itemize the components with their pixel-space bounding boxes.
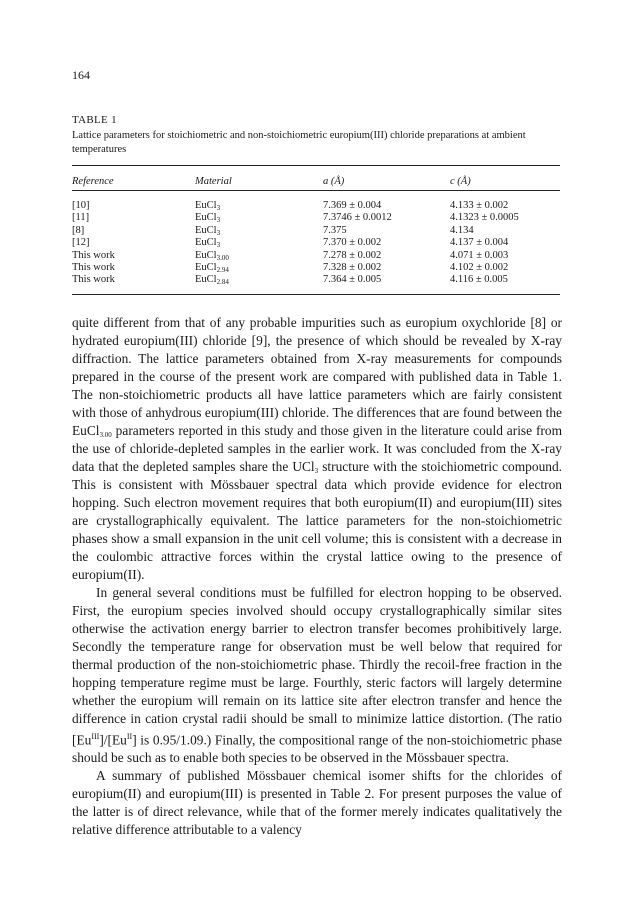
paragraph-2: In general several conditions must be fulfilled for electron hopping to be observed. First, the europium species involved should occupy crystallographically similar sites otherwise the activation energy barrier to electron transfer becomes prohibitively large. Secondly the temperature range for observation must be well below that required for thermal production of the non-stoichiometric phase. Thirdly the recoil-free fraction in the hopping temperature regime must be large. Fourthly, steric factors will largely determine whether the europium will remain on its lattice site after electron transfer and hence the difference in cation crystal radii should be small to minimize lattice distortion. (The ratio $[Eu^{III}]/[Eu^{II}]$ is 0.95/1.09.) Finally, the compositional range of the non-stoichiometric phase should be such as to enable both species to be observed in the Mössbauer spectra. — [72, 585, 562, 766]
cell-c: 4.134 — [450, 224, 474, 236]
cell-material: EuCl$_3$ — [195, 224, 221, 237]
table-top-rule — [72, 165, 560, 166]
cell-material: EuCl$_{3.00}$ — [195, 249, 229, 262]
table-header-row — [72, 168, 560, 194]
table-bottom-rule — [72, 294, 560, 295]
cell-material: EuCl$_{2.84}$ — [195, 274, 229, 287]
cell-c: 4.102 ± 0.002 — [450, 262, 509, 274]
cell-c: 4.137 ± 0.004 — [450, 237, 509, 249]
cell-reference: [10] — [72, 200, 90, 211]
cell-a: 7.3746 ± 0.0012 — [323, 212, 392, 224]
cell-material: EuCl$_3$ — [195, 200, 221, 212]
cell-reference: [8] — [72, 224, 85, 236]
paragraph-3: A summary of published Mössbauer chemical isomer shifts for the chlorides of europium(II) and europium(III) is presented in Table 2. For present purposes the value of the latter is of direct relevance, while that of the former merely indicates qualitatively the relative difference attributable to a valency — [72, 768, 562, 838]
table-label: TABLE 1 — [72, 114, 117, 126]
cell-c: 4.071 ± 0.003 — [450, 249, 509, 261]
cell-a: 7.278 ± 0.002 — [323, 249, 382, 261]
table-caption: Lattice parameters for stoichiometric and non-stoichiometric europium(III) chloride preparations at ambient temperatures — [72, 130, 526, 155]
table-row — [72, 212, 560, 224]
cell-a: 7.328 ± 0.002 — [323, 262, 382, 274]
table-row — [72, 262, 560, 274]
cell-c: 4.1323 ± 0.0005 — [450, 212, 519, 224]
cell-a: 7.370 ± 0.002 — [323, 237, 382, 249]
cell-c: 4.116 ± 0.005 — [450, 274, 508, 286]
cell-a: 7.364 ± 0.005 — [323, 274, 382, 286]
cell-reference: [11] — [72, 212, 90, 224]
table-row — [72, 274, 560, 286]
cell-reference: This work — [72, 262, 115, 274]
header-material: Material — [195, 175, 232, 187]
header-a: a (Å) — [323, 175, 345, 187]
body-text — [72, 314, 562, 839]
header-reference: Reference — [72, 175, 114, 187]
table-row — [72, 225, 560, 237]
header-c: c (Å) — [450, 175, 471, 187]
table-row — [72, 194, 560, 212]
cell-reference: This work — [72, 274, 115, 286]
cell-a: 7.375 — [323, 224, 347, 236]
lattice-parameters-table — [72, 168, 560, 287]
cell-material: EuCl$_{2.94}$ — [195, 262, 229, 275]
cell-c: 4.133 ± 0.002 — [450, 200, 509, 211]
cell-a: 7.369 ± 0.004 — [323, 200, 382, 211]
cell-reference: [12] — [72, 237, 90, 249]
cell-material: EuCl$_3$ — [195, 212, 221, 225]
table-row — [72, 250, 560, 262]
cell-reference: This work — [72, 249, 115, 261]
cell-material: EuCl$_3$ — [195, 237, 221, 250]
table-row — [72, 237, 560, 249]
page-number: 164 — [72, 68, 90, 82]
paragraph-1: quite different from that of any probable impurities such as europium oxychloride [8] or hydrated europium(III) chloride [9], the presence of which should be revealed by X-ray diffraction. The lattice parameters obtained from X-ray measurements for compounds prepared in the course of the present work are compared with published data in Table 1. The non-stoichiometric products all have lattice parameters which are fairly consistent with those of anhydrous europium(III) chloride. The differences that are found between the EuCl$_{3.00}$ parameters reported in this study and those given in the literature could arise from the use of chloride-depleted samples in the earlier work. It was concluded from the X-ray data that the depleted samples share the UCl$_3$ structure with the stoichiometric compound. This is consistent with Mössbauer spectral data which provide evidence for electron hopping. Such electron movement requires that both europium(II) and europium(III) sites are crystallographically equivalent. The lattice parameters for the non-stoichiometric phases show a small expansion in the unit cell volume; this is consistent with a decrease in the coulombic attractive forces within the crystal lattice owing to the presence of europium(II). — [72, 315, 562, 582]
